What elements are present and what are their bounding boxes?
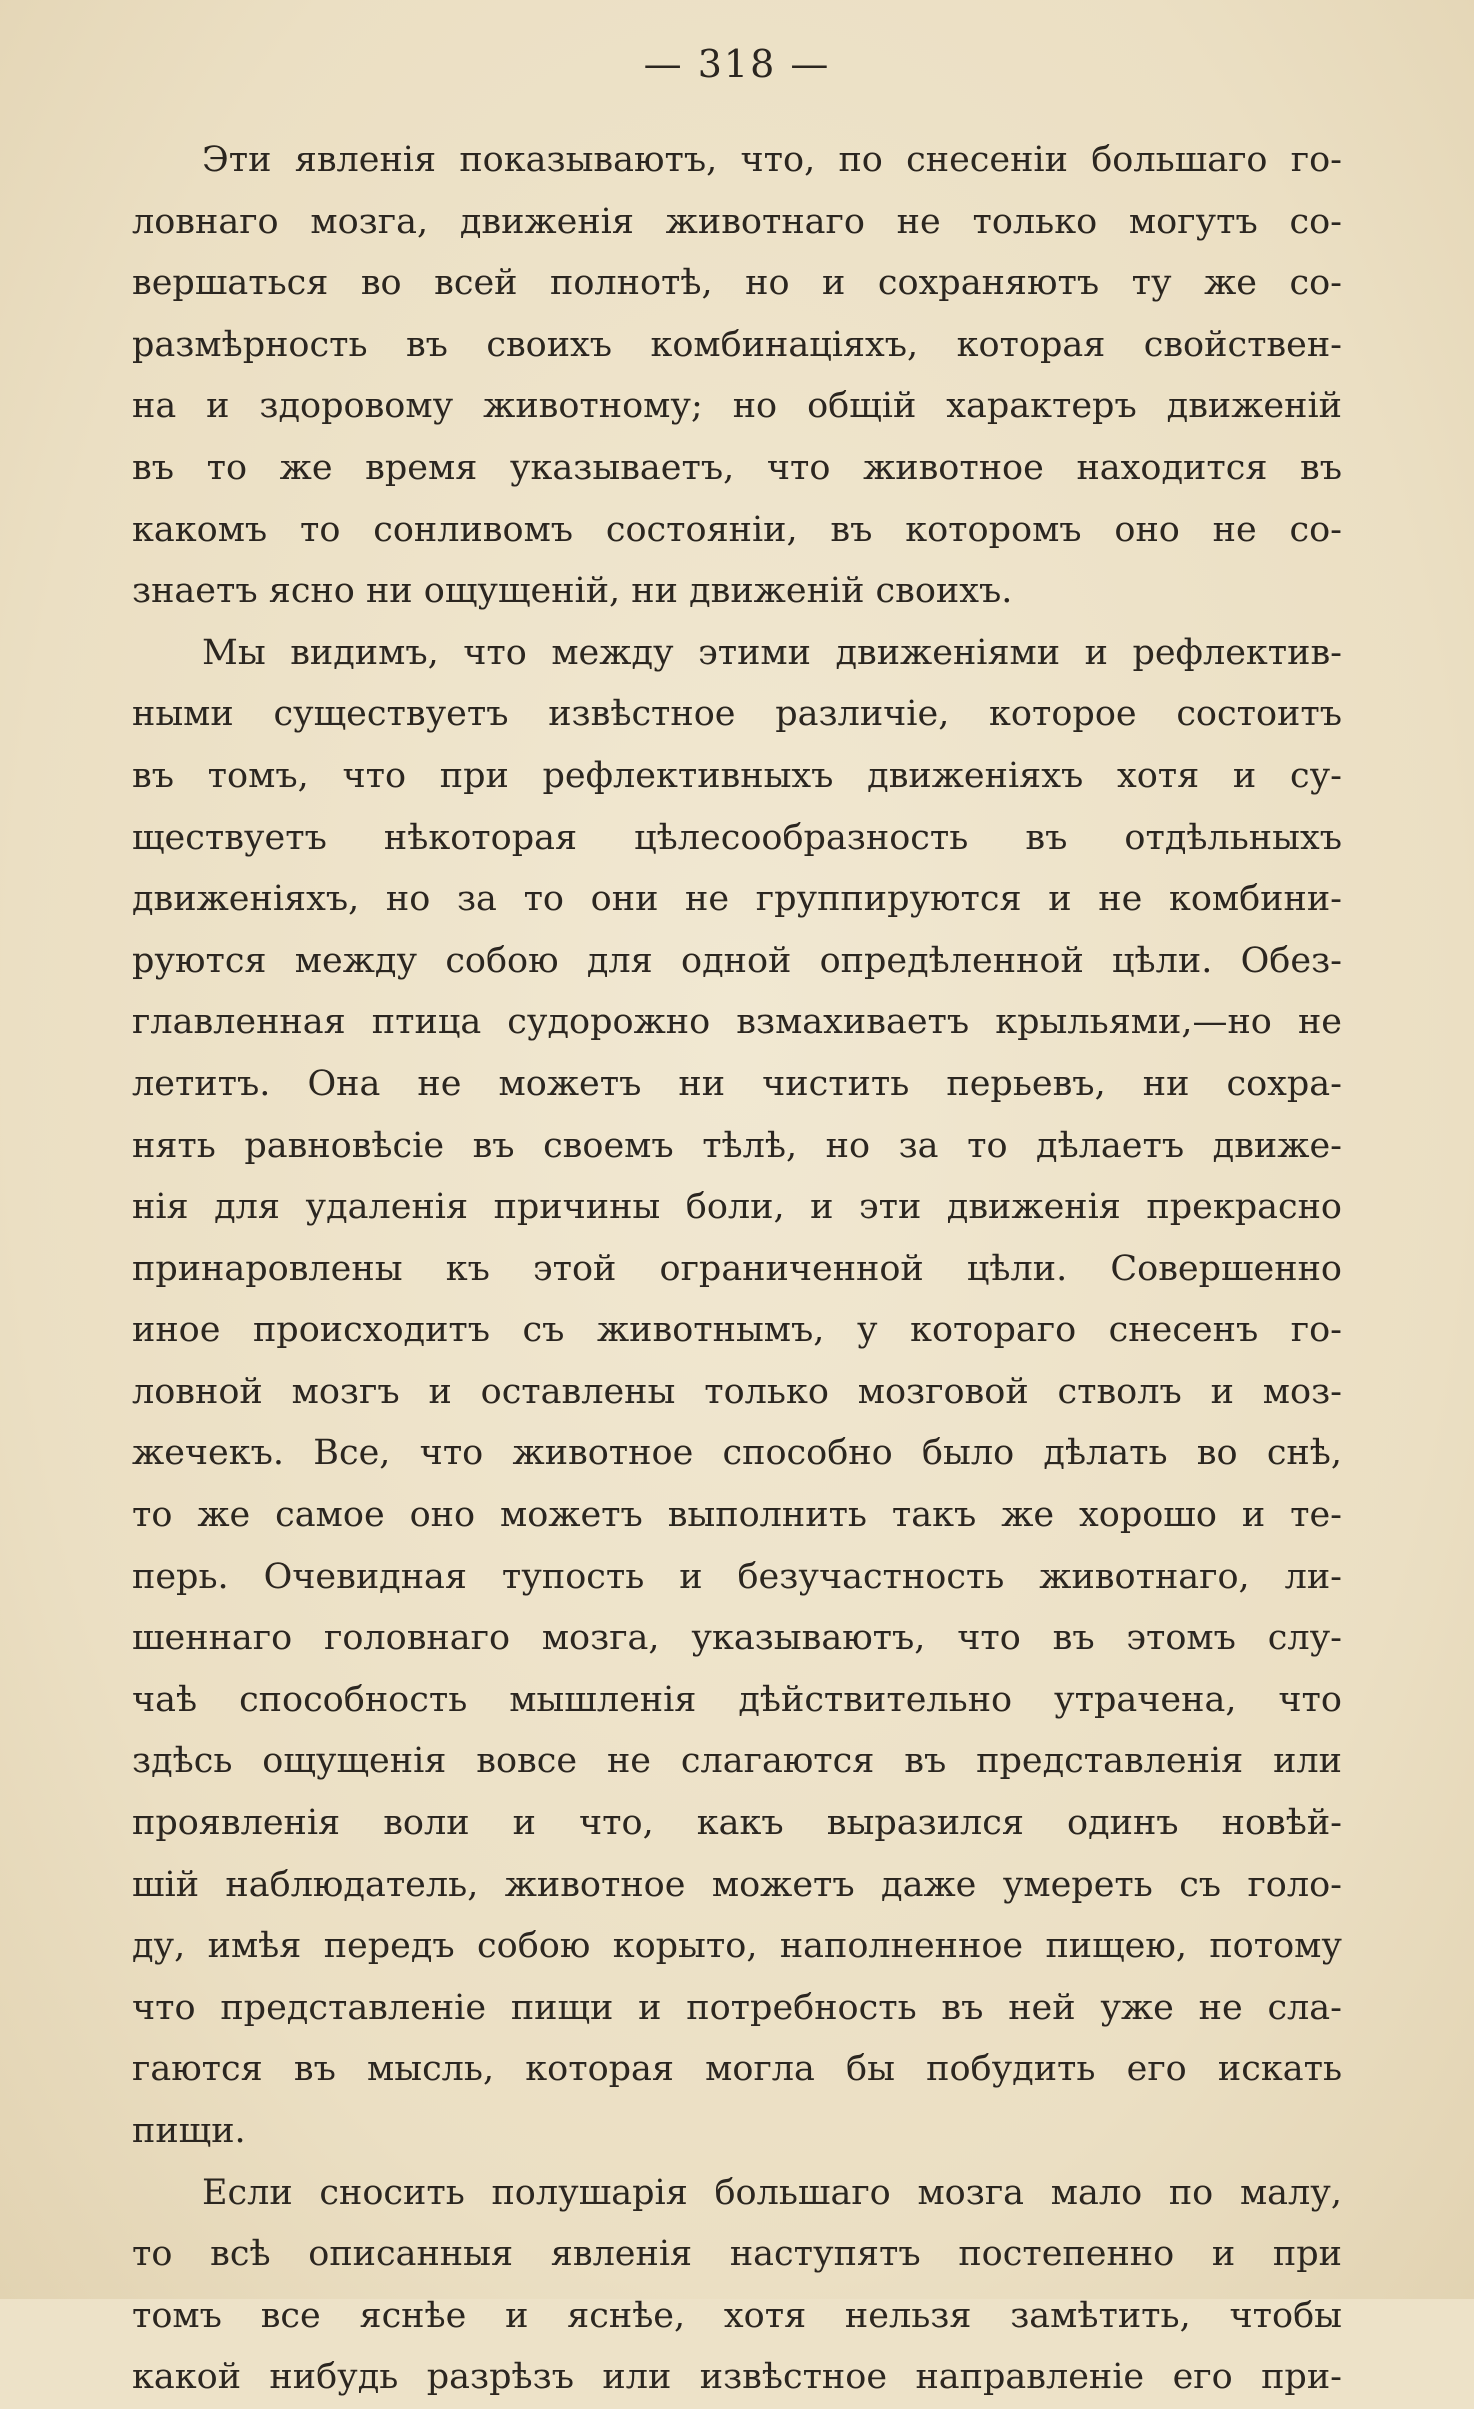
text-line: шеннаго головнаго мозга, указываютъ, что въ этомъ слу-: [132, 1618, 1342, 1659]
text-line: принаровлены къ этой ограниченной цѣли. Совершенно: [132, 1248, 1342, 1289]
text-line: ду, имѣя передъ собою корыто, наполненное пищею, потому: [132, 1926, 1342, 1967]
paragraph-2: [132, 623, 1342, 2163]
text-line: то же самое оно можетъ выполнить такъ же хорошо и те-: [132, 1495, 1342, 1536]
text-line: Мы видимъ, что между этими движеніями и рефлектив-: [202, 632, 1342, 673]
text-line: ществуетъ нѣкоторая цѣлесообразность въ отдѣльныхъ: [132, 817, 1342, 858]
text-line: здѣсь ощущенія вовсе не слагаются въ представленія или: [132, 1741, 1342, 1782]
text-line: въ томъ, что при рефлективныхъ движеніяхъ хотя и су-: [132, 755, 1342, 796]
text-line: ловнаго мозга, движенія животнаго не только могутъ со-: [132, 201, 1342, 242]
text-line: проявленія воли и что, какъ выразился одинъ новѣй-: [132, 1803, 1342, 1844]
text-line: нія для удаленія причины боли, и эти движенія прекрасно: [132, 1187, 1342, 1228]
text-line: главленная птица судорожно взмахиваетъ крыльями,—но не: [132, 1002, 1342, 1043]
text-line: ловной мозгъ и оставлены только мозговой стволъ и моз-: [132, 1371, 1342, 1412]
text-line: какой нибудь разрѣзъ или извѣстное направленіе его при-: [132, 2357, 1342, 2398]
text-line: гаются въ мысль, которая могла бы побудить его искать: [132, 2049, 1342, 2090]
text-line: Эти явленія показываютъ, что, по снесеніи большаго го-: [202, 140, 1342, 180]
text-line: шій наблюдатель, животное можетъ даже умереть съ голо-: [132, 1864, 1342, 1905]
paragraph-3: [132, 2163, 1342, 2409]
text-line: на и здоровому животному; но общій характеръ движеній: [132, 386, 1342, 427]
text-line: томъ все яснѣе и яснѣе, хотя нельзя замѣтить, чтобы: [132, 2295, 1342, 2336]
page-number: — 318 —: [643, 42, 831, 86]
text-line: какомъ то сонливомъ состояніи, въ которомъ оно не со-: [132, 509, 1342, 550]
text-line: размѣрность въ своихъ комбинаціяхъ, которая свойствен-: [132, 324, 1342, 365]
text-line: пищи.: [132, 2111, 246, 2151]
body-text: [132, 130, 1342, 2409]
text-line: летитъ. Она не можетъ ни чистить перьевъ, ни сохра-: [132, 1063, 1342, 1104]
text-line: руются между собою для одной опредѣленной цѣли. Обез-: [132, 940, 1342, 981]
text-line: Если сносить полушарія большаго мозга мало по малу,: [202, 2172, 1342, 2213]
text-line: то всѣ описанныя явленія наступятъ постепенно и при: [132, 2234, 1342, 2275]
text-line: жечекъ. Все, что животное способно было дѣлать во снѣ,: [132, 1433, 1342, 1474]
text-line: чаѣ способность мышленія дѣйствительно утрачена, что: [132, 1679, 1342, 1720]
text-line: нять равновѣсіе въ своемъ тѣлѣ, но за то дѣлаетъ движе-: [132, 1125, 1342, 1166]
paragraph-1: [132, 130, 1342, 623]
text-line: что представленіе пищи и потребность въ ней уже не сла-: [132, 1987, 1342, 2028]
text-line: движеніяхъ, но за то они не группируются и не комбини-: [132, 879, 1342, 920]
text-line: знаетъ ясно ни ощущеній, ни движеній своихъ.: [132, 571, 1013, 612]
text-line: ными существуетъ извѣстное различіе, которое состоитъ: [132, 694, 1342, 735]
text-line: перь. Очевидная тупость и безучастность животнаго, ли-: [132, 1556, 1342, 1597]
text-line: въ то же время указываетъ, что животное находится въ: [132, 447, 1342, 488]
text-line: иное происходитъ съ животнымъ, у котораго снесенъ го-: [132, 1310, 1342, 1351]
text-line: вершаться во всей полнотѣ, но и сохраняютъ ту же со-: [132, 263, 1342, 304]
